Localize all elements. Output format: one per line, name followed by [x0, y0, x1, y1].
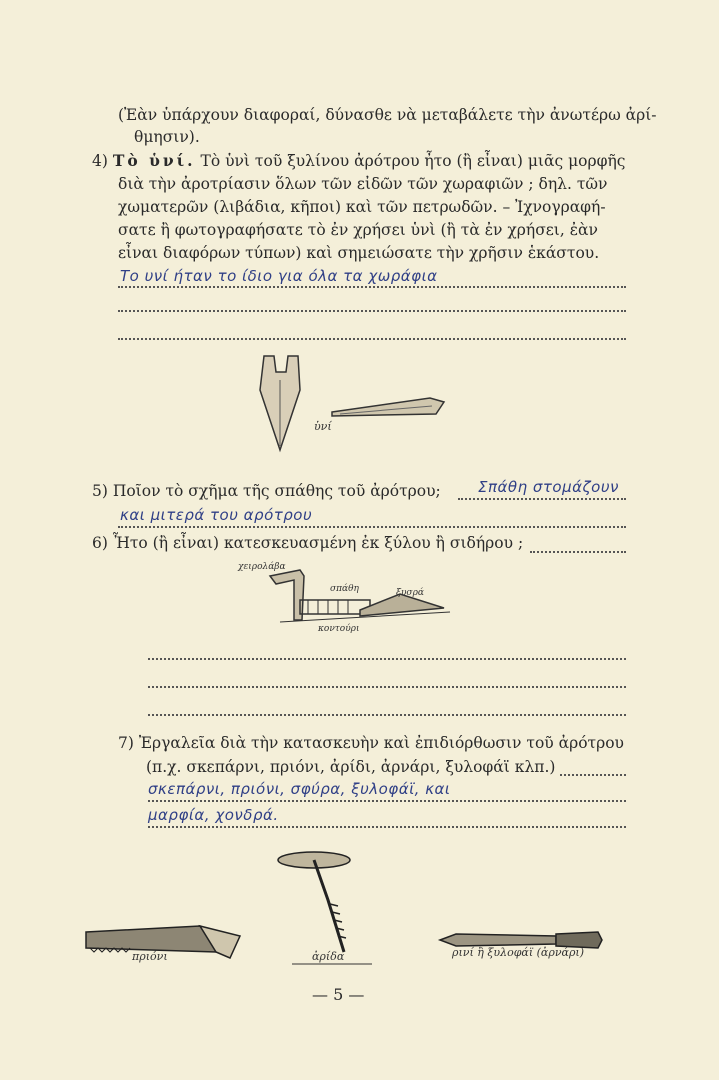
q7-line-1: 7) Ἐργαλεῖα διὰ τὴν κατασκευὴν καὶ ἐπιδιόρθωσιν τοῦ ἀρότρου	[118, 734, 624, 752]
q4-line-5: εἶναι διαφόρων τύπων) καὶ σημειώσατε τὴν χρῆσιν ἑκάστου.	[118, 244, 600, 262]
answer-line	[118, 338, 626, 340]
q4-line-3: χωματερῶν (λιβάδια, κῆποι) καὶ τῶν πετρωδῶν. – Ἰχνογραφή-	[118, 198, 606, 216]
q7-answer-line-2: μαρφία, χονδρά.	[148, 806, 279, 824]
intro-line-1: (Ἐὰν ὑπάρχουν διαφοραί, δύνασθε νὰ μεταβάλετε τὴν ἀνωτέρω ἀρί-	[118, 106, 657, 124]
answer-line	[148, 826, 626, 828]
answer-line	[530, 551, 626, 553]
q7-line-2: (π.χ. σκεπάρνι, πριόνι, ἀρίδι, ἀρνάρι, ξυλοφάϊ κλπ.)	[146, 758, 556, 776]
q4-first-line	[92, 150, 625, 172]
page-number: — 5 —	[312, 985, 365, 1004]
q4-number: 4)	[92, 152, 108, 170]
drill-label: ἀρίδα	[312, 950, 345, 963]
q5-answer-line-1: Σπάθη στομάζουν	[478, 478, 619, 496]
label-tip: ξυσρά	[396, 588, 424, 598]
saw-label: πριόνι	[132, 950, 168, 963]
answer-line	[148, 714, 626, 716]
q4-title: Τὸ ὑνί.	[112, 151, 196, 170]
answer-line	[148, 658, 626, 660]
q4-line-1: Τὸ ὑνὶ τοῦ ξυλίνου ἀρότρου ἦτο (ἢ εἶναι) μιᾶς μορφῆς	[200, 152, 626, 170]
q4-line-4: σατε ἢ φωτογραφήσατε τὸ ἐν χρήσει ὑνὶ (ἢ τὰ ἐν χρήσει, ἐὰν	[118, 221, 598, 239]
intro-line-2: θμησιν).	[134, 128, 200, 146]
q6-question: 6) Ἦτο (ἢ εἶναι) κατεσκευασμένη ἐκ ξύλου ἢ σιδήρου ;	[92, 534, 524, 552]
answer-line	[118, 310, 626, 312]
answer-line	[148, 686, 626, 688]
ploughshare-label: ὑνί	[314, 420, 332, 433]
rasp-label: ρινί ἢ ξυλοφάϊ (ἀρνάρι)	[452, 946, 585, 959]
q5-answer-line-2: και μιτερά του αρότρου	[120, 506, 313, 524]
q4-handwritten-answer: Το υνί ήταν το ίδιο για όλα τα χωράφια	[120, 267, 438, 285]
q5-question: 5) Ποῖον τὸ σχῆμα τῆς σπάθης τοῦ ἀρότρου;	[92, 482, 441, 500]
q7-answer-line-1: σκεπάρνι, πριόνι, σφύρα, ξυλοφάϊ, και	[148, 780, 451, 798]
answer-line	[118, 526, 626, 528]
label-kontouri: κοντούρι	[318, 624, 360, 634]
answer-line	[560, 774, 626, 776]
answer-line	[458, 498, 626, 500]
answer-line	[148, 800, 626, 802]
ploughshare-illustration	[240, 350, 470, 460]
label-handle: χειρολάβα	[238, 562, 286, 572]
q4-line-2: διὰ τὴν ἀροτρίασιν ὅλων τῶν εἰδῶν τῶν χωραφιῶν ; δηλ. τῶν	[118, 175, 608, 193]
label-spathi: σπάθη	[330, 584, 359, 594]
